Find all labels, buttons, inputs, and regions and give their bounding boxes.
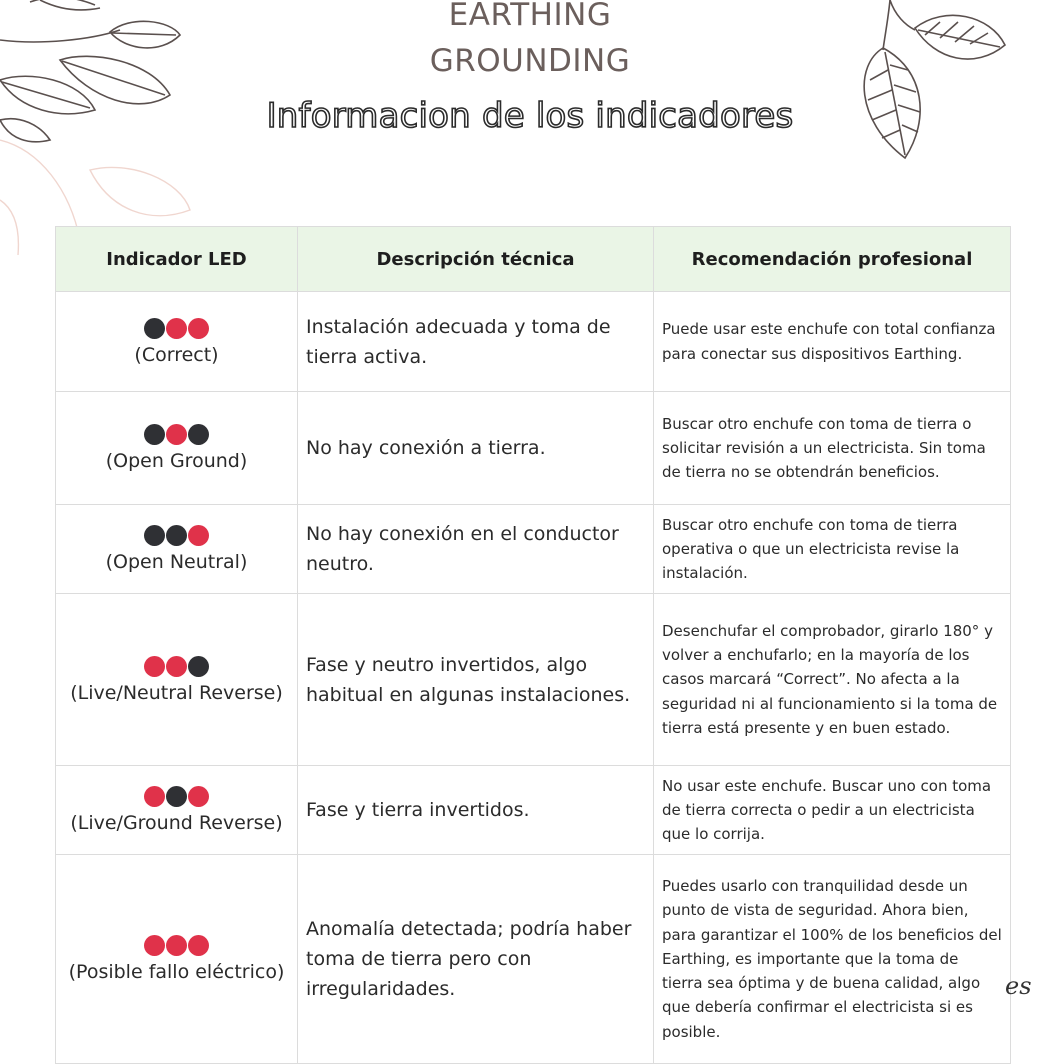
description-cell: No hay conexión a tierra. xyxy=(298,392,654,505)
led-lights xyxy=(144,786,209,807)
recommendation-cell: Buscar otro enchufe con toma de tierra o solicitar revisión a un electricista. Sin toma de tierra no se obtendrán beneficios. xyxy=(654,392,1011,505)
column-header-description: Descripción técnica xyxy=(298,227,654,292)
led-light-red xyxy=(188,935,209,956)
led-light-red xyxy=(166,656,187,677)
partial-text-fragment: es xyxy=(1005,972,1032,1000)
led-light-red xyxy=(144,935,165,956)
led-lights xyxy=(144,525,209,546)
led-cell xyxy=(56,855,298,1064)
recommendation-cell: No usar este enchufe. Buscar uno con toma de tierra correcta o pedir a un electricista que lo corrija. xyxy=(654,766,1011,855)
recommendation-cell: Buscar otro enchufe con toma de tierra operativa o que un electricista revise la instalación. xyxy=(654,505,1011,594)
led-light-red xyxy=(166,318,187,339)
led-light-dark xyxy=(166,786,187,807)
table-row xyxy=(56,505,1011,594)
recommendation-cell: Desenchufar el comprobador, girarlo 180° y volver a enchufarlo; en la mayoría de los casos marcará “Correct”. No afecta a la seguridad ni al funcionamiento si la toma de tierra está presente y en buen estado. xyxy=(654,594,1011,766)
led-cell xyxy=(56,292,298,392)
recommendation-cell: Puede usar este enchufe con total confianza para conectar sus dispositivos Earthing. xyxy=(654,292,1011,392)
table-row xyxy=(56,292,1011,392)
led-cell xyxy=(56,392,298,505)
led-light-dark xyxy=(144,525,165,546)
table-row xyxy=(56,766,1011,855)
indicator-table xyxy=(55,226,1011,1064)
led-light-red xyxy=(144,786,165,807)
description-cell: Instalación adecuada y toma de tierra activa. xyxy=(298,292,654,392)
page-title: Informacion de los indicadores xyxy=(266,96,794,136)
description-cell: Fase y tierra invertidos. xyxy=(298,766,654,855)
description-cell: No hay conexión en el conductor neutro. xyxy=(298,505,654,594)
table-row xyxy=(56,594,1011,766)
led-cell xyxy=(56,505,298,594)
led-cell xyxy=(56,766,298,855)
table-row xyxy=(56,855,1011,1064)
led-status-label: (Live/Ground Reverse) xyxy=(70,812,283,834)
led-light-dark xyxy=(188,424,209,445)
led-cell xyxy=(56,594,298,766)
led-light-dark xyxy=(144,424,165,445)
led-light-dark xyxy=(144,318,165,339)
column-header-led: Indicador LED xyxy=(56,227,298,292)
led-light-dark xyxy=(166,525,187,546)
led-lights xyxy=(144,318,209,339)
indicator-table-container xyxy=(55,226,1010,1064)
led-light-red xyxy=(166,424,187,445)
brand-line-1: EARTHING xyxy=(448,0,612,33)
table-header-row xyxy=(56,227,1011,292)
led-light-red xyxy=(188,786,209,807)
column-header-recommendation: Recomendación profesional xyxy=(654,227,1011,292)
led-lights xyxy=(144,424,209,445)
led-status-label: (Open Neutral) xyxy=(105,551,248,573)
led-light-red xyxy=(166,935,187,956)
brand-line-2: GROUNDING xyxy=(429,43,631,79)
led-light-dark xyxy=(188,656,209,677)
led-lights xyxy=(144,656,209,677)
led-status-label: (Posible fallo eléctrico) xyxy=(68,961,285,983)
description-cell: Anomalía detectada; podría haber toma de tierra pero con irregularidades. xyxy=(298,855,654,1064)
led-status-label: (Correct) xyxy=(134,343,219,366)
led-light-red xyxy=(144,656,165,677)
table-row xyxy=(56,392,1011,505)
led-light-red xyxy=(188,318,209,339)
description-cell: Fase y neutro invertidos, algo habitual en algunas instalaciones. xyxy=(298,594,654,766)
recommendation-cell: Puedes usarlo con tranquilidad desde un punto de vista de seguridad. Ahora bien, para garantizar el 100% de los beneficios del Earthing, es importante que la toma de tierra sea óptima y de buena calidad, algo que debería confirmar el electricista si es posible. xyxy=(654,855,1011,1064)
led-light-red xyxy=(188,525,209,546)
led-status-label: (Open Ground) xyxy=(105,450,248,472)
led-status-label: (Live/Neutral Reverse) xyxy=(70,681,283,704)
led-lights xyxy=(144,935,209,956)
